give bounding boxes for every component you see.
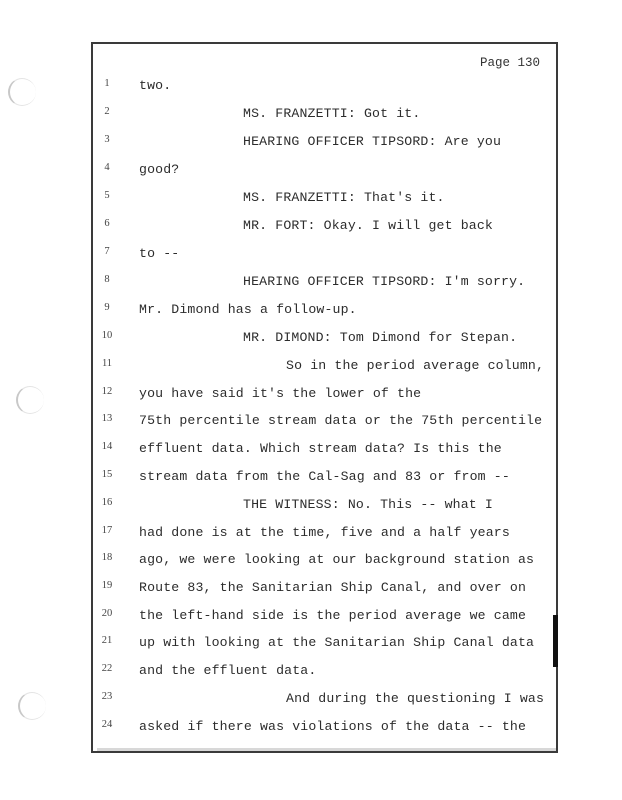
- transcript-line: [0, 525, 622, 545]
- line-number: 1: [104, 78, 110, 89]
- line-number: 21: [101, 635, 113, 646]
- transcript-line: [0, 608, 622, 628]
- transcript-line: [0, 552, 622, 572]
- line-text: good?: [139, 162, 180, 177]
- transcript-line: [0, 719, 622, 739]
- line-number: 4: [104, 162, 110, 173]
- line-text: MS. FRANZETTI: Got it.: [243, 106, 421, 121]
- line-text: So in the period average column,: [286, 358, 545, 373]
- transcript-line: [0, 358, 622, 378]
- transcript-line: [0, 302, 622, 322]
- transcript-line: [0, 274, 622, 294]
- transcript-line: [0, 218, 622, 238]
- line-text: THE WITNESS: No. This -- what I: [243, 497, 493, 512]
- line-text: and the effluent data.: [139, 663, 317, 678]
- line-text: And during the questioning I was: [286, 691, 545, 706]
- transcript-line: [0, 635, 622, 655]
- line-number: 16: [101, 497, 113, 508]
- line-text: Route 83, the Sanitarian Ship Canal, and over on: [139, 580, 527, 595]
- line-number: 3: [104, 134, 110, 145]
- transcript-line: [0, 162, 622, 182]
- line-text: MS. FRANZETTI: That's it.: [243, 190, 445, 205]
- line-text: HEARING OFFICER TIPSORD: I'm sorry.: [243, 274, 526, 289]
- line-number: 24: [101, 719, 113, 730]
- line-text: the left-hand side is the period average we came: [139, 608, 527, 623]
- transcript-line: [0, 441, 622, 461]
- line-number: 11: [101, 358, 113, 369]
- line-number: 13: [101, 413, 113, 424]
- line-number: 8: [104, 274, 110, 285]
- line-text: had done is at the time, five and a half years: [139, 525, 510, 540]
- line-text: stream data from the Cal-Sag and 83 or from --: [139, 469, 510, 484]
- transcript-line: [0, 190, 622, 210]
- transcript-line: [0, 246, 622, 266]
- line-number: 15: [101, 469, 113, 480]
- line-number: 2: [104, 106, 110, 117]
- transcript-line: [0, 663, 622, 683]
- transcript-line: [0, 78, 622, 98]
- line-text: to --: [139, 246, 180, 261]
- line-text: MR. FORT: Okay. I will get back: [243, 218, 493, 233]
- line-number: 5: [104, 190, 110, 201]
- line-text: you have said it's the lower of the: [139, 386, 422, 401]
- transcript-line: [0, 691, 622, 711]
- line-number: 6: [104, 218, 110, 229]
- line-text: 75th percentile stream data or the 75th percentile: [139, 413, 543, 428]
- line-text: asked if there was violations of the data -- the: [139, 719, 527, 734]
- line-number: 18: [101, 552, 113, 563]
- line-text: MR. DIMOND: Tom Dimond for Stepan.: [243, 330, 518, 345]
- line-number: 22: [101, 663, 113, 674]
- transcript-line: [0, 106, 622, 126]
- line-number: 19: [101, 580, 113, 591]
- page-number: Page 130: [480, 56, 541, 70]
- transcript-line: [0, 413, 622, 433]
- line-text: effluent data. Which stream data? Is this the: [139, 441, 502, 456]
- line-number: 20: [101, 608, 113, 619]
- line-number: 23: [101, 691, 113, 702]
- line-number: 12: [101, 386, 113, 397]
- transcript-line: [0, 469, 622, 489]
- line-text: two.: [139, 78, 172, 93]
- transcript-line: [0, 497, 622, 517]
- line-text: HEARING OFFICER TIPSORD: Are you: [243, 134, 502, 149]
- line-number: 17: [101, 525, 113, 536]
- line-text: ago, we were looking at our background station as: [139, 552, 535, 567]
- line-text: up with looking at the Sanitarian Ship Canal data: [139, 635, 535, 650]
- transcript-line: [0, 330, 622, 350]
- line-text: Mr. Dimond has a follow-up.: [139, 302, 357, 317]
- line-number: 7: [104, 246, 110, 257]
- transcript-line: [0, 386, 622, 406]
- transcript-line: [0, 580, 622, 600]
- line-number: 10: [101, 330, 113, 341]
- line-number: 9: [104, 302, 110, 313]
- transcript-line: [0, 134, 622, 154]
- line-number: 14: [101, 441, 113, 452]
